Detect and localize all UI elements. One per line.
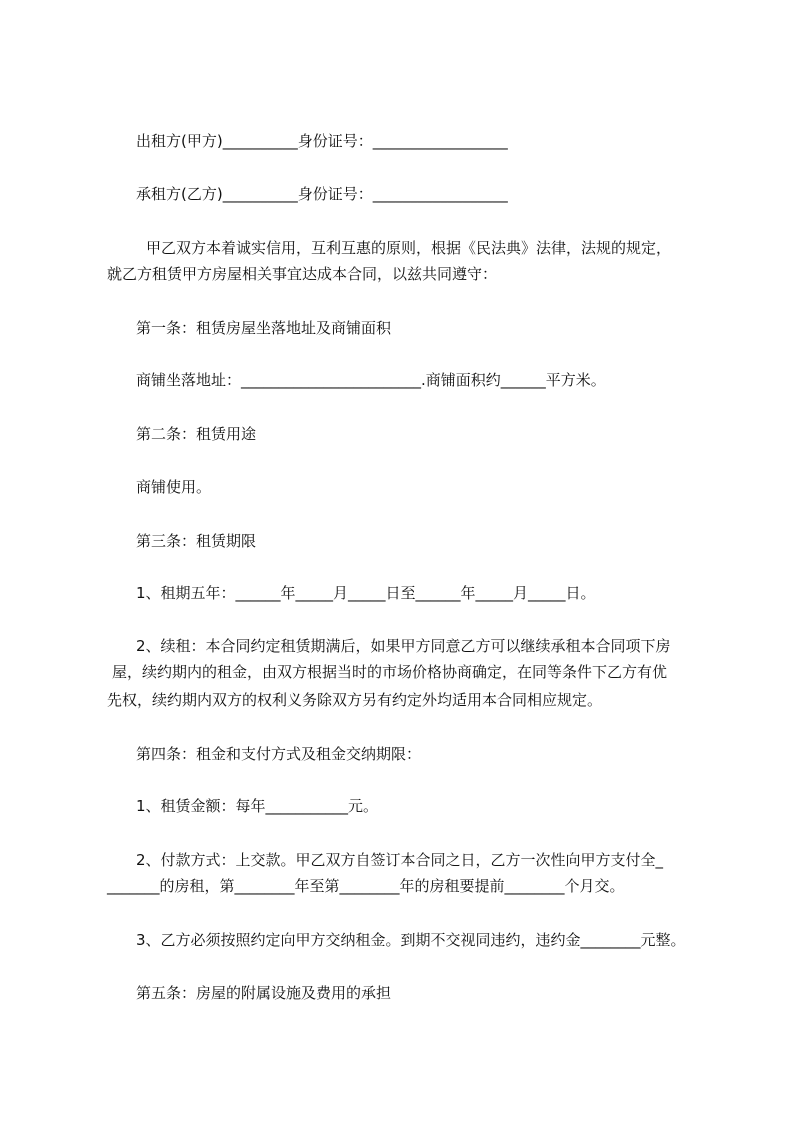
article2-usage-line: 商铺使用。 [136,478,212,496]
lessee-line: 承租方(乙方)__________身份证号：__________________ [136,185,508,203]
article5-heading: 第五条：房屋的附属设施及费用的承担 [136,984,392,1002]
article4-payment-line-1: 2、付款方式：上交款。甲乙双方自签订本合同之日，乙方一次性向甲方支付全_ [136,851,664,869]
article3-heading: 第三条：租赁期限 [136,532,257,550]
article3-renewal-line-3: 先权，续约期内双方的权利义务除双方另有约定外均适用本合同相应规定。 [107,691,603,709]
article3-renewal-line-1: 2、续租：本合同约定租赁期满后，如果甲方同意乙方可以继续承租本合同项下房 [136,637,671,655]
article2-heading: 第二条：租赁用途 [136,425,257,443]
lessor-line: 出租方(甲方)__________身份证号：__________________ [136,132,508,150]
article3-renewal-line-2: 屋，续约期内的租金，由双方根据当时的市场价格协商确定，在同等条件下乙方有优 [112,663,668,681]
article1-heading: 第一条：租赁房屋坐落地址及商铺面积 [136,319,392,337]
article4-amount-line: 1、租赁金额：每年___________元。 [136,797,379,815]
article4-penalty-line: 3、乙方必须按照约定向甲方交纳租金。到期不交视同违约，违约金________元整。 [136,931,686,949]
preamble-line-2: 就乙方租赁甲方房屋相关事宜达成本合同，以兹共同遵守： [107,265,498,283]
article4-payment-line-2: _______的房租，第________年至第________年的房租要提前________个月交。 [107,877,625,895]
article3-term-line: 1、租期五年：______年_____月_____日至______年_____月_____日。 [136,584,596,602]
article4-heading: 第四条：租金和支付方式及租金交纳期限： [136,745,422,763]
preamble-line-1: 甲乙双方本着诚实信用，互利互惠的原则，根据《民法典》法律，法规的规定， [146,239,672,257]
article1-address-line: 商铺坐落地址：________________________.商铺面积约______平方米。 [136,371,606,389]
